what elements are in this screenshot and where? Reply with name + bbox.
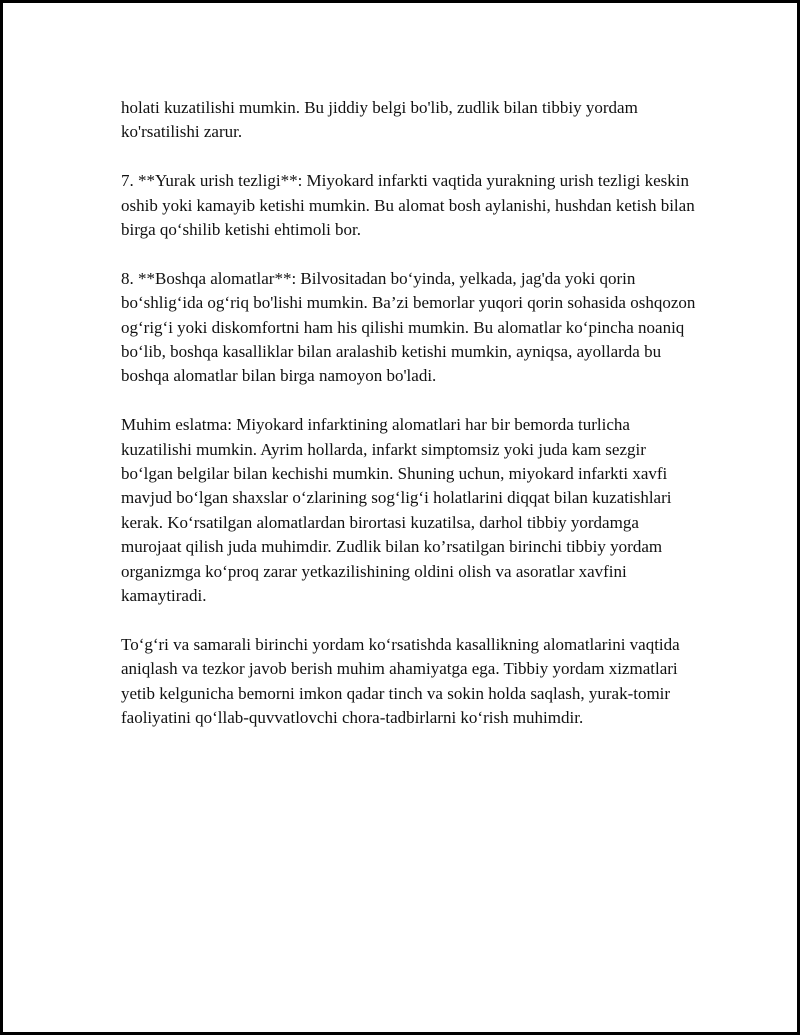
document-body xyxy=(121,96,701,755)
paragraph-continuation: holati kuzatilishi mumkin. Bu jiddiy belgi bo'lib, zudlik bilan tibbiy yordam ko'rsatilishi zarur. xyxy=(121,98,638,142)
paragraph-important-note: Muhim eslatma: Miyokard infarktining alomatlari har bir bemorda turlicha kuzatilishi mumkin. Ayrim hollarda, infarkt simptomsiz yoki juda kam sezgir bo‘lgan belgilar bilan kechishi mumkin. Shuning uchun, miyokard infarkti xavfi mavjud bo‘lgan shaxslar o‘zlarining sog‘lig‘i holatlarini diqqat bilan kuzatishlari kerak. Ko‘rsatilgan alomatlardan birortasi kuzatilsa, darhol tibbiy yordamga murojaat qilish juda muhimdir. Zudlik bilan ko’rsatilgan birinchi tibbiy yordam organizmga ko‘proq zarar yetkazilishining oldini olish va asoratlar xavfini kamaytiradi. xyxy=(121,415,672,606)
paragraph-other-symptoms: 8. **Boshqa alomatlar**: Bilvositadan bo‘yinda, yelkada, jag'da yoki qorin bo‘shlig‘ida og‘riq bo'lishi mumkin. Ba’zi bemorlar yuqori qorin sohasida oshqozon og‘rig‘i yoki diskomfortni ham his qilishi mumkin. Bu alomatlar ko‘pincha noaniq bo‘lib, boshqa kasalliklar bilan aralashib ketishi mumkin, ayniqsa, ayollarda bu boshqa alomatlar bilan birga namoyon bo'ladi. xyxy=(121,268,696,386)
paragraph-first-aid: To‘g‘ri va samarali birinchi yordam ko‘rsatishda kasallikning alomatlarini vaqtida aniqlash va tezkor javob berish muhim ahamiyatga ega. Tibbiy yordam xizmatlari yetib kelgunicha bemorni imkon qadar tinch va sokin holda saqlash, yurak-tomir faoliyatini qo‘llab-quvvatlovchi chora-tadbirlarni ko‘rish muhimdir. xyxy=(121,634,680,728)
paragraph-heart-rate: 7. **Yurak urish tezligi**: Miyokard infarkti vaqtida yurakning urish tezligi keskin oshib yoki kamayib ketishi mumkin. Bu alomat bosh aylanishi, hushdan ketish bilan birga qo‘shilib ketishi ehtimoli bor. xyxy=(121,171,695,240)
